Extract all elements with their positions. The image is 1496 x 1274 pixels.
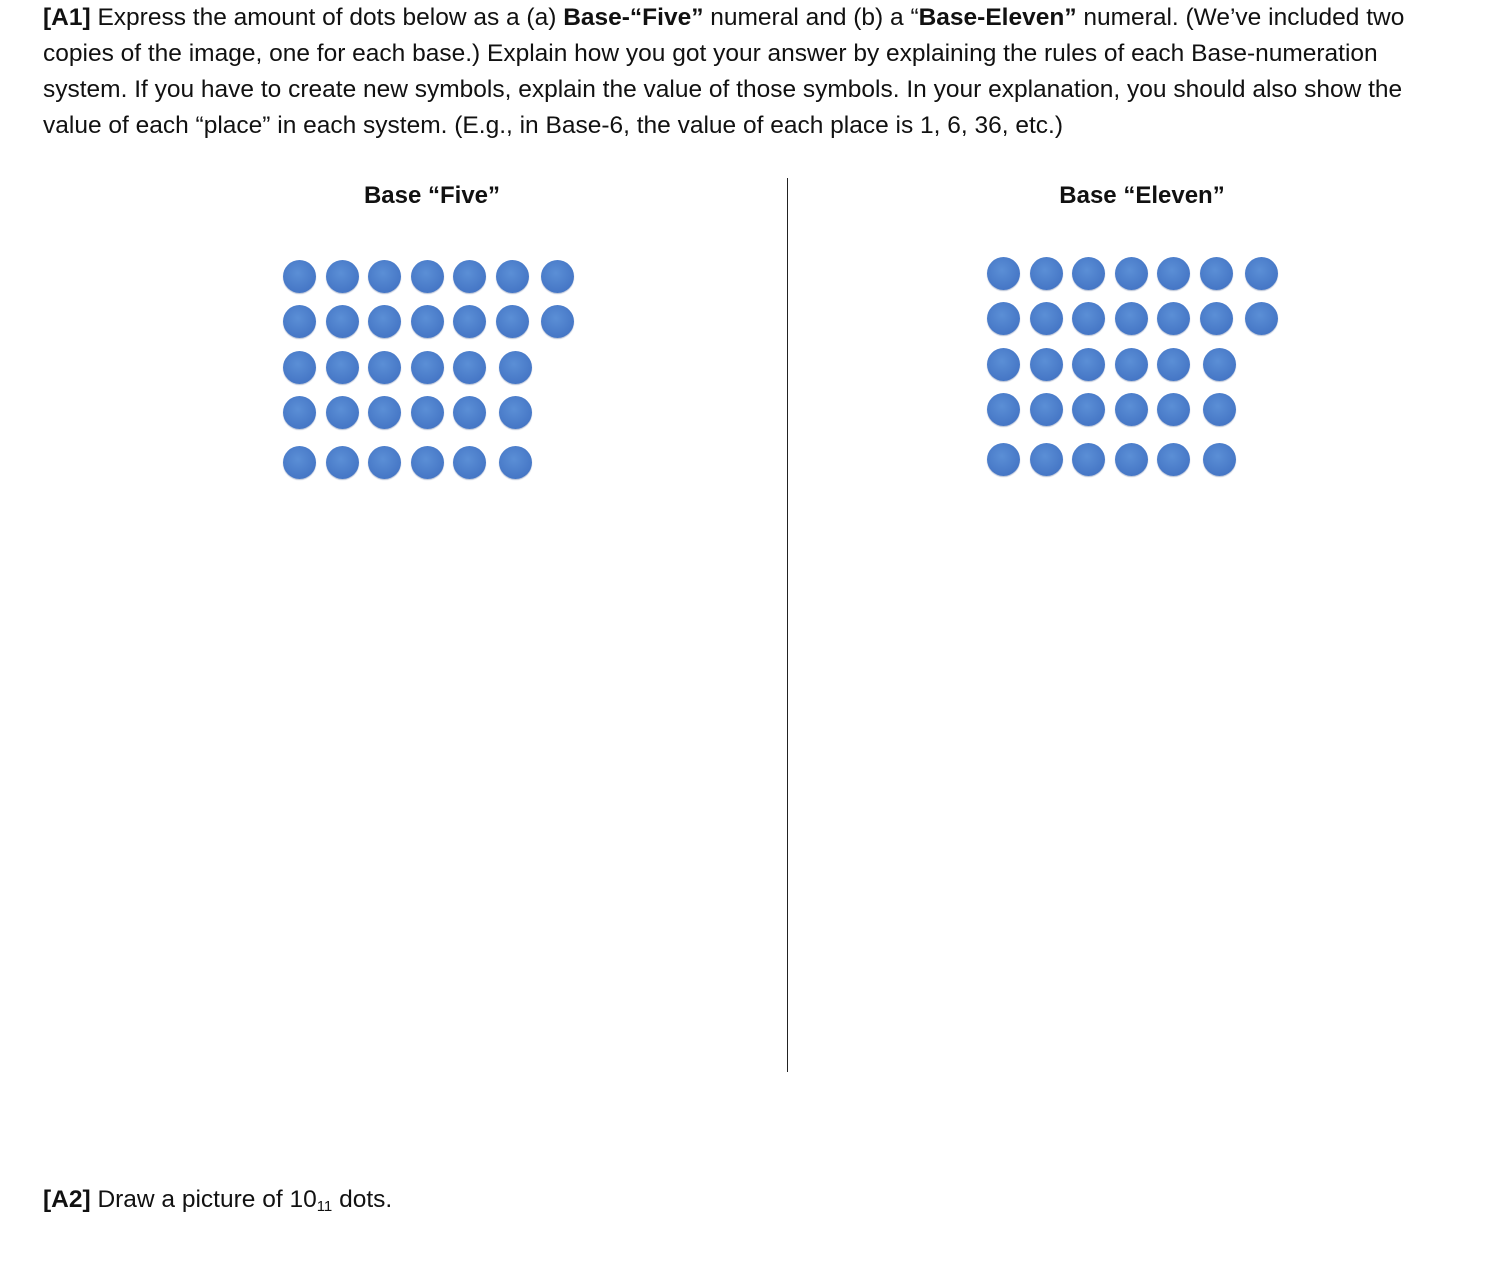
dot	[1157, 257, 1190, 290]
dot	[499, 396, 532, 429]
dot	[326, 446, 359, 479]
dot	[1030, 348, 1063, 381]
question-a1-text-3: numeral. (We’ve included two copies of the image, one for each base.) Explain how you got your answer by explaining the rules of each Base-numeration system. If you have to create new symbols, explain the value of those symbols. In your explanation, you should also show the value of each “place” in each system. (E.g., in Base-6, the value of each place is 1, 6, 36, etc.)	[43, 4, 1405, 139]
question-a1-text-1: Express the amount of dots below as a (a)	[90, 4, 564, 31]
dot	[541, 260, 574, 293]
dot	[1200, 257, 1233, 290]
dot	[368, 305, 401, 338]
dot	[1030, 302, 1063, 335]
dot	[1203, 348, 1236, 381]
panel-divider	[787, 178, 788, 1072]
dot	[1203, 393, 1236, 426]
question-a1-bold-base-eleven: Base-Eleven”	[918, 4, 1077, 31]
question-a1-bold-base-five: Base-“Five”	[563, 4, 704, 31]
question-a2-subscript: 11	[316, 1198, 333, 1215]
dot	[1115, 257, 1148, 290]
dot	[1115, 348, 1148, 381]
dot	[1072, 257, 1105, 290]
dot	[1115, 302, 1148, 335]
dot	[368, 446, 401, 479]
question-a1-label: [A1]	[43, 4, 91, 31]
dot	[1030, 393, 1063, 426]
dot	[987, 443, 1020, 476]
dot	[411, 396, 444, 429]
dot	[1245, 257, 1278, 290]
dot	[499, 351, 532, 384]
dot	[1157, 443, 1190, 476]
dot	[1072, 302, 1105, 335]
dot	[987, 393, 1020, 426]
dot	[411, 446, 444, 479]
dot	[1203, 443, 1236, 476]
dot	[453, 260, 486, 293]
dot	[987, 348, 1020, 381]
dot	[541, 305, 574, 338]
dot	[411, 260, 444, 293]
question-a2-text-after: dots.	[332, 1186, 393, 1213]
question-a1-text-2: numeral and (b) a “	[703, 4, 919, 31]
dot	[326, 351, 359, 384]
dot	[496, 260, 529, 293]
question-a2	[43, 1182, 392, 1218]
question-a2-text-before: Draw a picture of 10	[90, 1186, 317, 1213]
dot	[283, 446, 316, 479]
dot	[1115, 443, 1148, 476]
dot	[453, 305, 486, 338]
dot	[1072, 348, 1105, 381]
dot	[283, 260, 316, 293]
dot	[411, 305, 444, 338]
panel-title-base-five: Base “Five”	[363, 182, 501, 209]
dot	[326, 305, 359, 338]
dot	[1030, 443, 1063, 476]
dot	[1030, 257, 1063, 290]
panel-title-base-eleven: Base “Eleven”	[1059, 182, 1225, 209]
dot	[283, 351, 316, 384]
question-a1	[43, 0, 1463, 144]
dot	[987, 257, 1020, 290]
dot	[496, 305, 529, 338]
dot	[453, 396, 486, 429]
dot	[283, 305, 316, 338]
question-a2-label: [A2]	[43, 1186, 91, 1213]
dot	[1157, 302, 1190, 335]
dot	[1245, 302, 1278, 335]
dot	[1157, 348, 1190, 381]
dot	[499, 446, 532, 479]
dot	[1115, 393, 1148, 426]
dot	[368, 260, 401, 293]
dot	[368, 396, 401, 429]
dot	[326, 260, 359, 293]
dot	[1157, 393, 1190, 426]
dot	[326, 396, 359, 429]
dot	[1072, 393, 1105, 426]
dot	[1072, 443, 1105, 476]
dot	[411, 351, 444, 384]
dot	[1200, 302, 1233, 335]
dot	[987, 302, 1020, 335]
dot	[453, 351, 486, 384]
dot	[368, 351, 401, 384]
dot	[283, 396, 316, 429]
dot	[453, 446, 486, 479]
